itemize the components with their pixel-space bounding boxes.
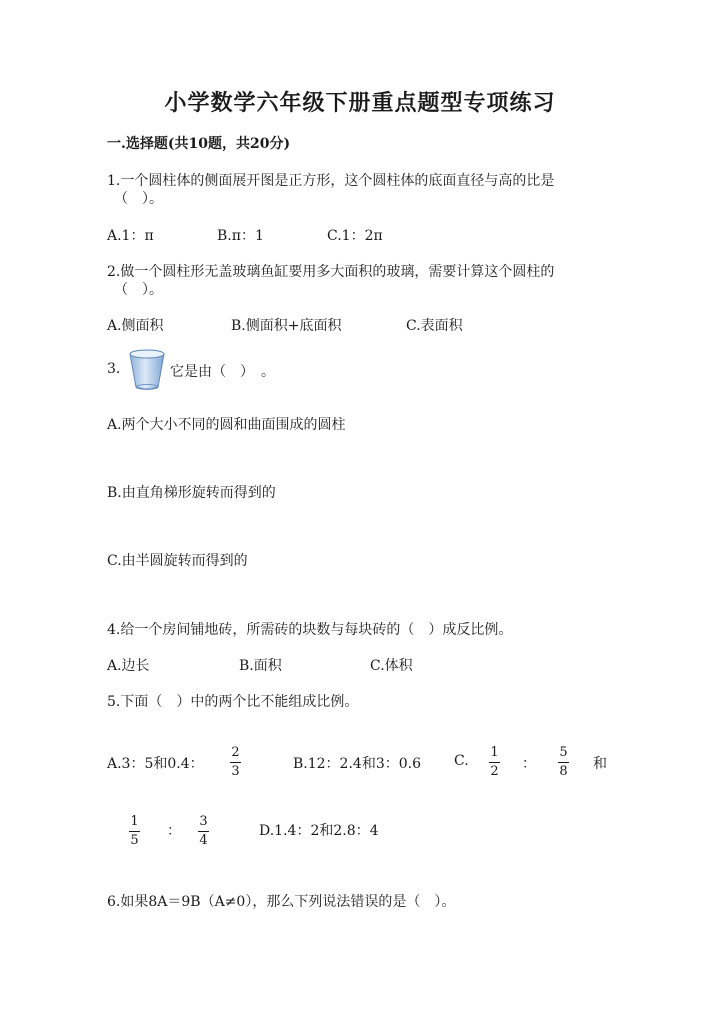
question-1-line-1: 1.一个圆柱体的侧面展开图是正方形，这个圆柱体的底面直径与高的比是 [107, 173, 555, 189]
fraction-bar [198, 831, 209, 832]
section-heading: 一.选择题(共10题，共20分) [107, 136, 291, 152]
fraction-denominator: 5 [130, 833, 139, 848]
fraction-denominator: 2 [490, 764, 499, 779]
fraction-1-2 [489, 745, 500, 780]
fraction-1-5 [129, 814, 140, 849]
question-5-option-b: B.12：2.4和3：0.6 [293, 756, 421, 772]
fraction-bar [230, 762, 241, 763]
question-4-option-b: B.面积 [239, 658, 282, 674]
fraction-numerator: 5 [559, 745, 568, 760]
page-title: 小学数学六年级下册重点题型专项练习 [164, 90, 556, 116]
question-5-option-a-prefix: A.3：5和0.4： [107, 756, 204, 772]
question-3-number: 3. [107, 361, 121, 377]
question-2-option-c: C.表面积 [406, 318, 463, 334]
cup-icon [128, 349, 166, 391]
question-1-option-b: B.π：1 [217, 228, 264, 244]
question-4-text: 4.给一个房间铺地砖，所需砖的块数与每块砖的（ ）成反比例。 [107, 622, 513, 638]
fraction-denominator: 3 [231, 764, 240, 779]
question-2-line-1: 2.做一个圆柱形无盖玻璃鱼缸要用多大面积的玻璃，需要计算这个圆柱的 [107, 264, 555, 280]
fraction-numerator: 2 [231, 745, 240, 760]
fraction-numerator: 1 [490, 745, 499, 760]
ratio-colon: ： [167, 823, 181, 839]
question-4-option-c: C.体积 [370, 658, 413, 674]
question-3-option-c: C.由半圆旋转而得到的 [107, 553, 248, 569]
question-6-text: 6.如果8A＝9B（A≠0），那么下列说法错误的是（ ）。 [107, 894, 456, 910]
ratio-colon: ： [522, 756, 536, 772]
fraction-bar [489, 762, 500, 763]
question-3-option-a: A.两个大小不同的圆和曲面围成的圆柱 [107, 417, 346, 433]
question-5-option-c-prefix: C. [454, 753, 469, 769]
fraction-5-8 [558, 745, 569, 780]
question-1-option-c: C.1：2π [327, 228, 383, 244]
fraction-3-4 [198, 814, 209, 849]
question-2-line-2: （ ）。 [114, 282, 163, 298]
question-1-option-a: A.1：π [107, 228, 154, 244]
question-2-option-b: B.侧面积+底面积 [231, 318, 342, 334]
question-5-text: 5.下面（ ）中的两个比不能组成比例。 [107, 694, 359, 710]
fraction-bar [129, 831, 140, 832]
question-3-option-b: B.由直角梯形旋转而得到的 [107, 485, 276, 501]
question-1-line-2: （ ）。 [114, 191, 163, 207]
fraction-bar [558, 762, 569, 763]
question-2-option-a: A.侧面积 [107, 318, 164, 334]
fraction-denominator: 8 [559, 764, 568, 779]
fraction-numerator: 1 [130, 814, 139, 829]
fraction-denominator: 4 [199, 833, 208, 848]
question-5-option-d: D.1.4：2和2.8：4 [259, 823, 379, 839]
question-3-text: 它是由（ ） 。 [170, 364, 275, 380]
question-4-option-a: A.边长 [107, 658, 150, 674]
fraction-2-3 [230, 745, 241, 780]
fraction-numerator: 3 [199, 814, 208, 829]
conjunction-and: 和 [593, 756, 607, 772]
